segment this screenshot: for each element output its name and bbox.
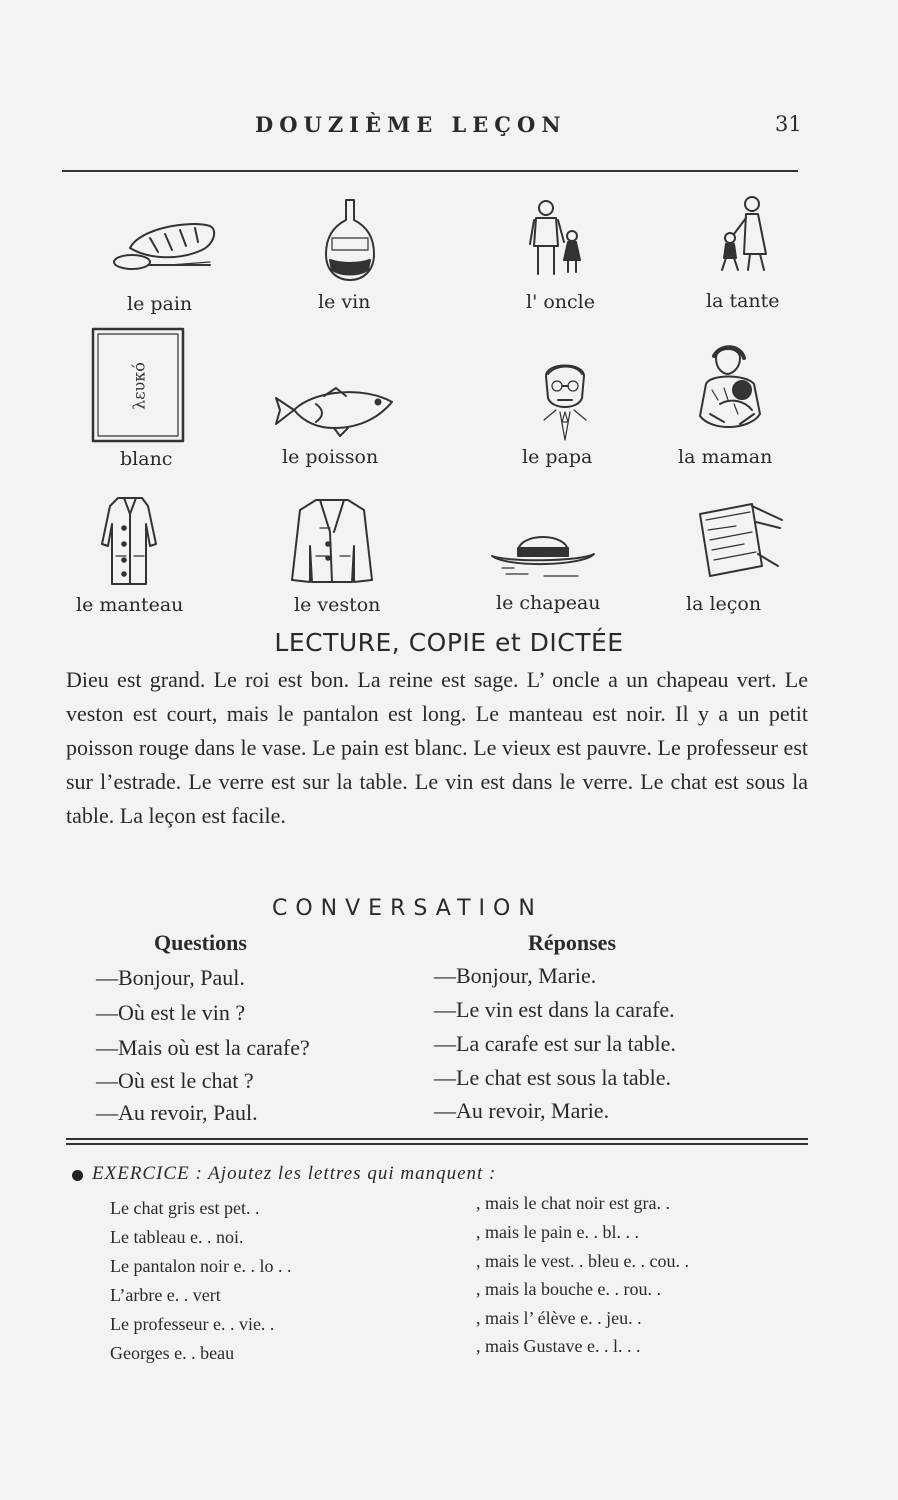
white-chalk-icon [92, 328, 184, 442]
exercise-left-line: Le professeur e. . vie. . [110, 1314, 275, 1334]
svg-text:λευκό: λευκό [129, 362, 149, 410]
lesson-paper-icon [692, 492, 786, 584]
page-number: 31 [775, 112, 802, 136]
question-line: —Où est le chat ? [96, 1068, 254, 1093]
uncle-icon [528, 198, 590, 278]
exercise-left-line: Georges e. . beau [110, 1343, 235, 1363]
question-line: —Où est le vin ? [96, 1000, 246, 1025]
conversation-title: CONVERSATION [272, 896, 543, 921]
question-line: —Bonjour, Paul. [96, 965, 245, 990]
exercise-left-line: L’arbre e. . vert [110, 1285, 221, 1305]
answer-line: —Bonjour, Marie. [434, 963, 597, 988]
bread-icon [110, 218, 220, 276]
page-header-title: DOUZIÈME LEÇON [255, 112, 567, 137]
exercise-heading: EXERCICE : Ajoutez les lettres qui manquent : [92, 1163, 497, 1184]
exercise-left-line: Le pantalon noir e. . lo . . [110, 1256, 292, 1276]
lecture-text: Dieu est grand. Le roi est bon. La reine est sage. L’ oncle a un chapeau vert. Le veston est court, mais le pantalon est long. Le manteau est noir. Il y a un petit poisson rouge dans le vase. Le pain est blanc. Le vieux est pauvre. Le professeur est sur l’estrade. Le verre est sur la table. Le vin est dans le verre. Le chat est sous la table. La leçon est facile. [66, 667, 808, 828]
header-rule [62, 170, 798, 172]
exercise-left-line: Le tableau e. . noi. [110, 1227, 244, 1247]
section-divider [66, 1138, 808, 1145]
question-line: —Mais où est la carafe? [96, 1035, 310, 1060]
vocab-label-le-veston: le veston [294, 594, 381, 616]
exercise-right-line: , mais le chat noir est gra. . [476, 1193, 670, 1213]
vocab-label-le-manteau: le manteau [76, 594, 184, 616]
exercise-right-line: , mais le vest. . bleu e. . cou. . [476, 1251, 689, 1271]
answers-heading: Réponses [528, 930, 617, 955]
coat-icon [100, 494, 160, 588]
vocab-label-la-maman: la maman [678, 446, 773, 468]
exercise-right-line: , mais la bouche e. . rou. . [476, 1279, 661, 1299]
father-icon [536, 358, 594, 442]
answer-line: —Le chat est sous la table. [434, 1065, 672, 1090]
vocab-label-le-pain: le pain [127, 293, 193, 315]
vocab-label-l-oncle: l' oncle [526, 291, 595, 313]
exercise-right-line: , mais l’ élève e. . jeu. . [476, 1308, 642, 1328]
answer-line: —Le vin est dans la carafe. [434, 997, 675, 1022]
vocab-label-le-papa: le papa [522, 446, 593, 468]
exercise-left-line: Le chat gris est pet. . [110, 1198, 260, 1218]
vocab-label-la-lecon: la leçon [686, 593, 762, 615]
answer-line: —La carafe est sur la table. [434, 1031, 676, 1056]
lecture-title: LECTURE, COPIE et DICTÉE [274, 628, 624, 657]
questions-heading: Questions [154, 930, 247, 955]
fish-icon [274, 384, 398, 436]
mother-icon [690, 344, 774, 440]
vocab-label-le-vin: le vin [318, 291, 371, 313]
answer-line: —Au revoir, Marie. [434, 1098, 610, 1123]
aunt-icon [716, 194, 776, 274]
exercise-right-line: , mais le pain e. . bl. . . [476, 1222, 639, 1242]
bullet-icon [72, 1170, 83, 1181]
hat-icon [488, 524, 598, 580]
wine-bottle-icon [322, 198, 378, 282]
vocab-label-la-tante: la tante [706, 290, 780, 312]
jacket-icon [290, 496, 374, 584]
vocab-label-blanc: blanc [120, 448, 173, 470]
exercise-right-line: , mais Gustave e. . l. . . [476, 1336, 641, 1356]
vocab-label-le-chapeau: le chapeau [496, 592, 601, 614]
vocab-label-le-poisson: le poisson [282, 446, 379, 468]
question-line: —Au revoir, Paul. [96, 1100, 258, 1125]
